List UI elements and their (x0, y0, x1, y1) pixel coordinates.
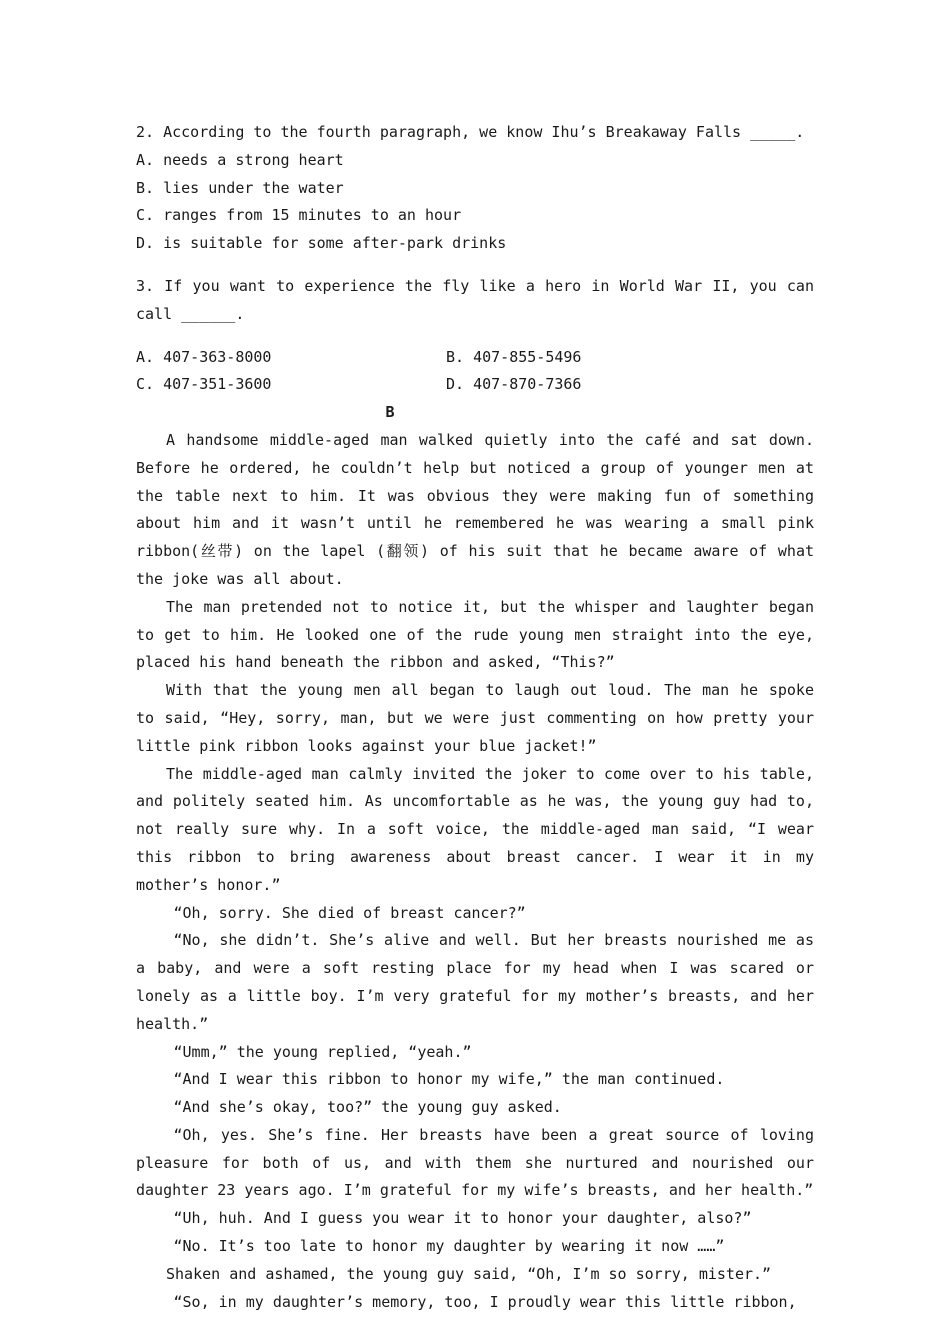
question-2-stem: 2. According to the fourth paragraph, we know Ihu’s Breakaway Falls _____. (136, 123, 805, 141)
question-3 (136, 273, 814, 399)
passage-paragraph: “No, she didn’t. She’s alive and well. But her breasts nourished me as a baby, and were a soft resting place for my head when I was scared or lonely as a little boy. I’m very grateful for my mother’s breasts, and her health.” (136, 931, 814, 1033)
passage-paragraph: “And I wear this ribbon to honor my wife,” the man continued. (173, 1070, 725, 1089)
passage-paragraph: “And she’s okay, too?” the young guy asked. (173, 1098, 562, 1117)
passage-paragraph: “So, in my daughter’s memory, too, I proudly wear this little ribbon, (173, 1292, 797, 1311)
passage-paragraph: “No. It’s too late to honor my daughter by wearing it now ……” (173, 1237, 725, 1256)
passage-paragraph: The middle-aged man calmly invited the joker to come over to his table, and politely seated him. As uncomfortable as he was, the young guy had to, not really sure why. In a soft voice, the middle-aged man said, “I wear this ribbon to bring awareness about breast cancer. I wear it in my mother’s honor.” (136, 764, 814, 894)
passage-paragraph: The man pretended not to notice it, but the whisper and laughter began to get to him. He looked one of the rude young men straight into the eye, placed his hand beneath the ribbon and asked, “This?” (136, 597, 814, 672)
passage-body (136, 427, 814, 1317)
passage-paragraph: Shaken and ashamed, the young guy said, “Oh, I’m so sorry, mister.” (166, 1264, 772, 1283)
question-3-stem: 3. If you want to experience the fly like a hero in World War II, you can call ______. (136, 276, 814, 323)
question-3-options-row-1 (136, 344, 814, 372)
passage-title: B (385, 403, 395, 422)
passage-paragraph: “Umm,” the young replied, “yeah.” (173, 1042, 472, 1061)
document-page (136, 119, 814, 1316)
passage-paragraph: A handsome middle-aged man walked quietly into the café and sat down. Before he ordered, he couldn’t help but noticed a group of younger men at the table next to him. It was obvious they were making fun of something about him and it wasn’t until he remembered he was wearing a small pink ribbon(丝带) on the lapel (翻领) of his suit that he became aware of what the joke was all about. (136, 430, 814, 588)
question-2 (136, 119, 814, 258)
question-2-option-b: B. lies under the water (136, 178, 344, 197)
question-3-options-row-2 (136, 371, 814, 399)
passage-paragraph: “Oh, yes. She’s fine. Her breasts have been a great source of loving pleasure for both of us, and with them she nurtured and nourished our daughter 23 years ago. I’m grateful for my wife’s breasts, and her health.” (136, 1125, 814, 1200)
passage-paragraph: “Oh, sorry. She died of breast cancer?” (173, 903, 526, 922)
question-2-option-a: A. needs a strong heart (136, 150, 344, 169)
question-2-option-d: D. is suitable for some after-park drinks (136, 234, 507, 253)
passage-paragraph: “Uh, huh. And I guess you wear it to honor your daughter, also?” (173, 1209, 752, 1228)
question-3-option-a: A. 407-363-8000 (136, 347, 272, 366)
passage-paragraph: With that the young men all began to laugh out loud. The man he spoke to said, “Hey, sorry, man, but we were just commenting on how pretty your little pink ribbon looks against your blue jacket!” (136, 681, 814, 755)
question-3-option-b: B. 407-855-5496 (446, 347, 582, 366)
question-3-option-c: C. 407-351-3600 (136, 375, 272, 394)
question-2-option-c: C. ranges from 15 minutes to an hour (136, 206, 462, 225)
question-3-option-d: D. 407-870-7366 (446, 375, 582, 394)
